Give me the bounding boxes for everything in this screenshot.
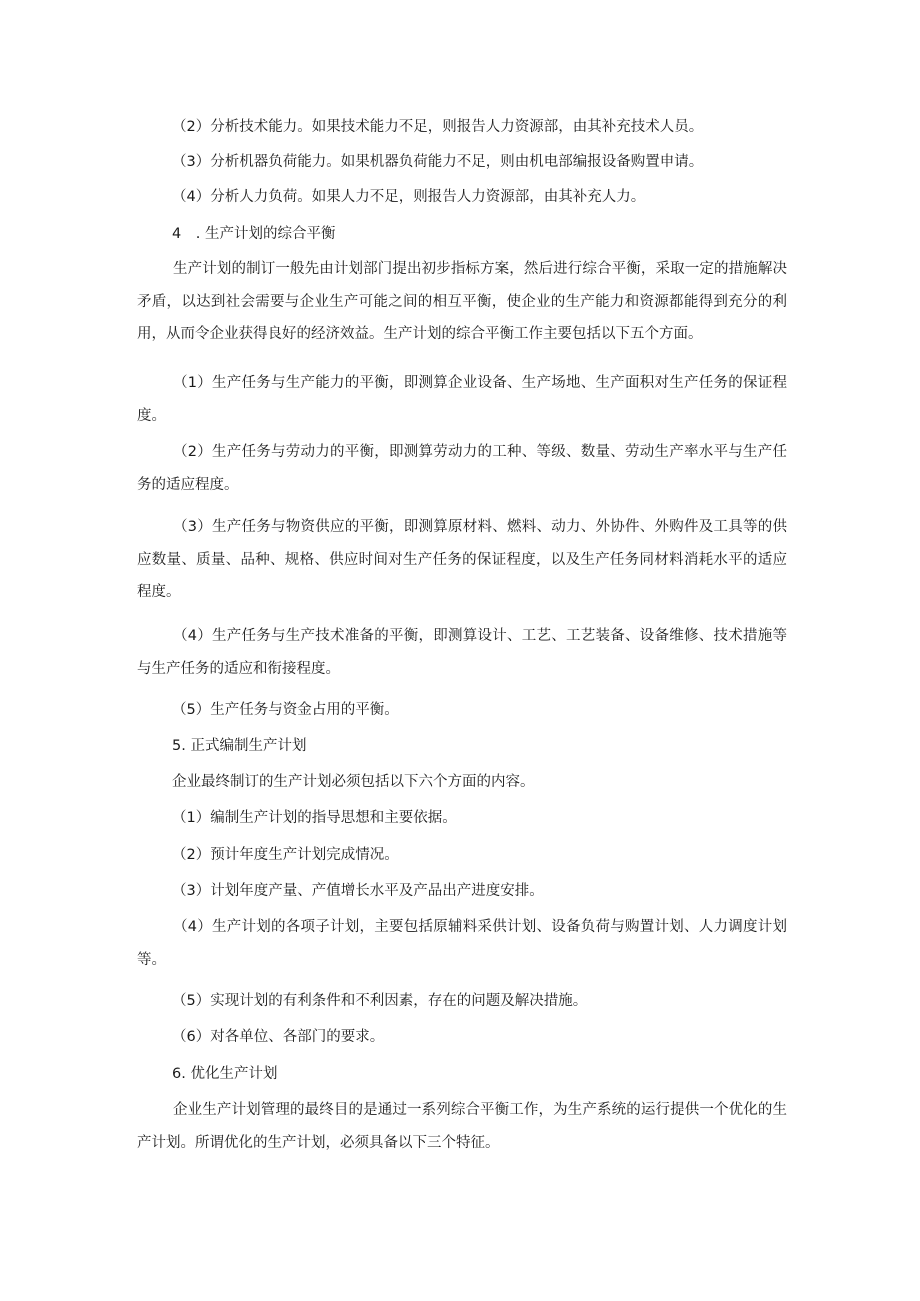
body-paragraph: 企业生产计划管理的最终目的是通过一系列综合平衡工作，为生产系统的运行提供一个优化的生产计划。所谓优化的生产计划，必须具备以下三个特征。 bbox=[137, 1102, 787, 1151]
section-heading: 4 . 生产计划的综合平衡 bbox=[172, 226, 336, 242]
list-item: （3）分析机器负荷能力。如果机器负荷能力不足，则由机电部编报设备购置申请。 bbox=[172, 154, 704, 170]
section-heading: 5. 正式编制生产计划 bbox=[172, 738, 307, 754]
list-item: （4）生产任务与生产技术准备的平衡，即测算设计、工艺、工艺装备、设备维修、技术措施等与生产任务的适应和衔接程度。 bbox=[137, 628, 787, 677]
list-item: （3）计划年度产量、产值增长水平及产品出产进度安排。 bbox=[172, 883, 544, 899]
list-item: （2）预计年度生产计划完成情况。 bbox=[172, 847, 399, 863]
list-item: （3）生产任务与物资供应的平衡，即测算原材料、燃料、动力、外协件、外购件及工具等的供应数量、质量、品种、规格、供应时间对生产任务的保证程度，以及生产任务同材料消耗水平的适应程度。 bbox=[137, 519, 787, 601]
body-paragraph: 企业最终制订的生产计划必须包括以下六个方面的内容。 bbox=[172, 774, 535, 790]
list-item: （2）分析技术能力。如果技术能力不足，则报告人力资源部，由其补充技术人员。 bbox=[172, 119, 704, 135]
list-item: （1）编制生产计划的指导思想和主要依据。 bbox=[172, 810, 457, 826]
list-item: （5）实现计划的有利条件和不利因素，存在的问题及解决措施。 bbox=[172, 993, 588, 1009]
list-item: （5）生产任务与资金占用的平衡。 bbox=[172, 702, 399, 718]
list-item: （4）生产计划的各项子计划，主要包括原辅料采供计划、设备负荷与购置计划、人力调度计划等。 bbox=[137, 919, 787, 968]
section-heading: 6. 优化生产计划 bbox=[172, 1066, 278, 1082]
list-item: （2）生产任务与劳动力的平衡，即测算劳动力的工种、等级、数量、劳动生产率水平与生产任务的适应程度。 bbox=[137, 444, 787, 493]
list-item: （6）对各单位、各部门的要求。 bbox=[172, 1029, 385, 1045]
body-paragraph: 生产计划的制订一般先由计划部门提出初步指标方案，然后进行综合平衡，采取一定的措施解决矛盾，以达到社会需要与企业生产可能之间的相互平衡，使企业的生产能力和资源都能得到充分的利用，从而令企业获得良好的经济效益。生产计划的综合平衡工作主要包括以下五个方面。 bbox=[137, 261, 787, 343]
list-item: （4）分析人力负荷。如果人力不足，则报告人力资源部，由其补充人力。 bbox=[172, 189, 646, 205]
list-item: （1）生产任务与生产能力的平衡，即测算企业设备、生产场地、生产面积对生产任务的保证程度。 bbox=[137, 375, 787, 424]
